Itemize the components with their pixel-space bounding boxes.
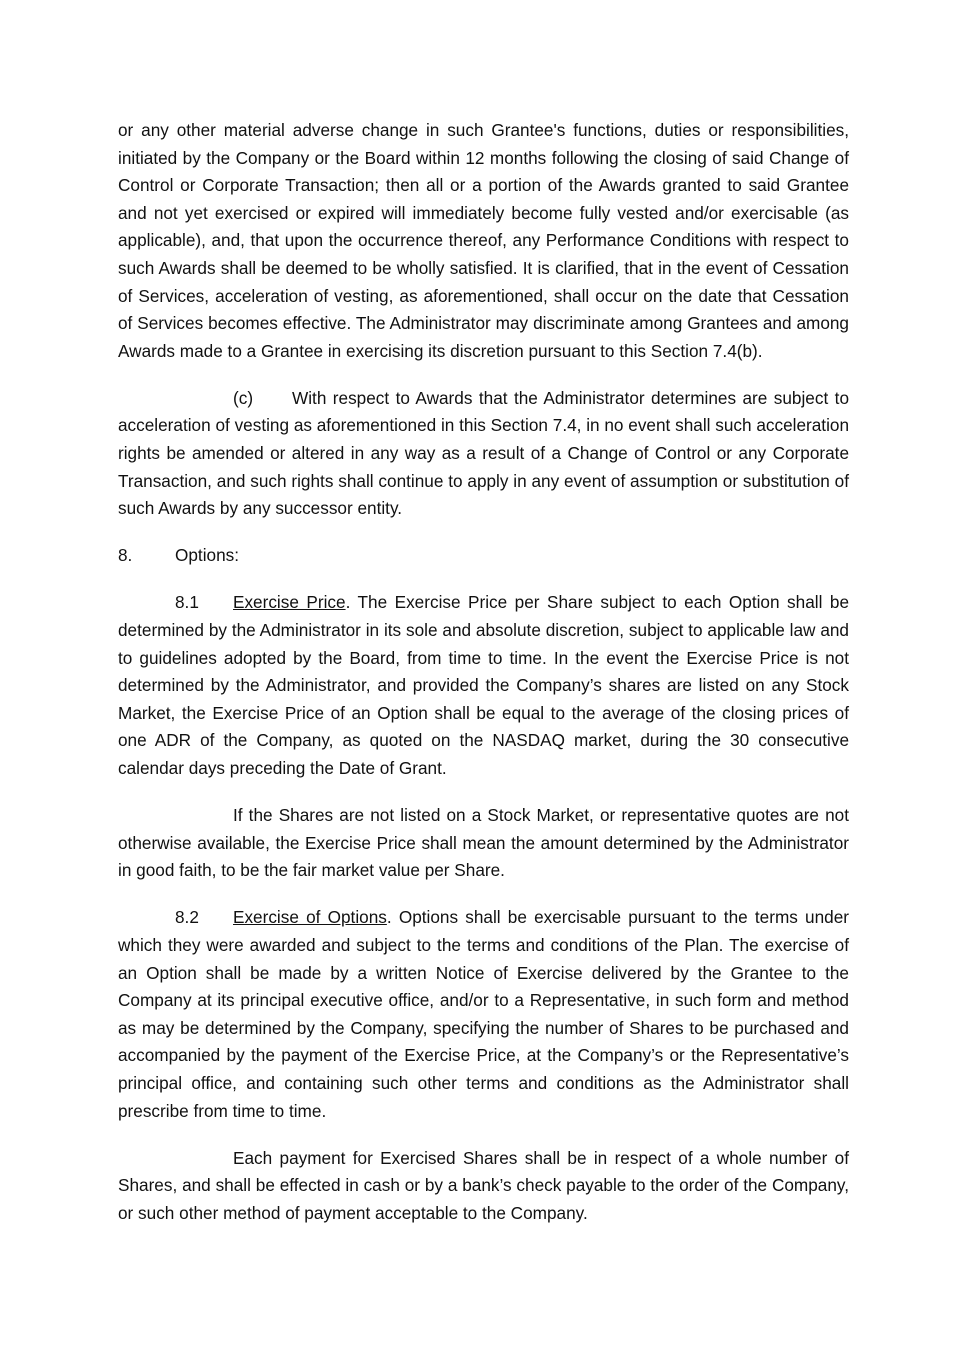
paragraph-7-4c — [118, 385, 849, 523]
paragraph-text: If the Shares are not listed on a Stock Market, or representative quotes are not otherwise available, the Exercise Price shall mean the amount determined by the Administrator in good faith, to be the fair market value per Share. — [118, 805, 849, 881]
section-8-2 — [118, 904, 849, 1125]
clause-label: (c) — [233, 387, 254, 408]
document-page — [118, 117, 849, 1247]
subsection-number: 8.1 — [175, 592, 199, 613]
subsection-number: 8.2 — [175, 907, 199, 928]
paragraph-text: . Options shall be exercisable pursuant to the terms under which they were awarded and subject to the terms and conditions of the Plan. The exercise of an Option shall be made by a written Notice of Exercise delivered by the Grantee to the Company at its principal executive office, and/or to a Representative, in such form and method as may be determined by the Company, specifying the number of Shares to be purchased and accompanied by the payment of the Exercise Price, at the Company’s or the Representative’s principal office, and containing such other terms and conditions as the Administrator shall prescribe from time to time. — [118, 907, 849, 1121]
section-number: 8. — [118, 545, 133, 566]
paragraph-payment — [118, 1145, 849, 1228]
paragraph-7-4b-continuation — [118, 117, 849, 365]
paragraph-text: With respect to Awards that the Administrator determines are subject to acceleration of vesting as aforementioned in this Section 7.4, in no event shall such acceleration rights be amended or altered in any way as a result of a Change of Control or any Corporate Transaction, and such rights shall continue to apply in any event of assumption or substitution of such Awards by any successor entity. — [118, 387, 849, 519]
paragraph-text: . The Exercise Price per Share subject to each Option shall be determined by the Administrator in its sole and absolute discretion, subject to applicable law and to guidelines adopted by the Board, from time to time. In the event the Exercise Price is not determined by the Administrator, and provided the Company’s shares are listed on any Stock Market, the Exercise Price of an Option shall be equal to the average of the closing prices of one ADR of the Company, as quoted on the NASDAQ market, during the 30 consecutive calendar days preceding the Date of Grant. — [118, 592, 850, 778]
subsection-heading: Exercise Price — [233, 592, 346, 613]
paragraph-market-value — [118, 802, 849, 885]
paragraph-text: Each payment for Exercised Shares shall be in respect of a whole number of Shares, and shall be effected in cash or by a bank’s check payable to the order of the Company, or such other method of payment acceptable to the Company. — [118, 1147, 849, 1223]
section-8-1 — [118, 589, 849, 782]
subsection-heading: Exercise of Options — [233, 907, 387, 928]
paragraph-text: or any other material adverse change in such Grantee's functions, duties or responsibilities, initiated by the Company or the Board within 12 months following the closing of said Change of Control or Corporate Transaction; then all or a portion of the Awards granted to said Grantee and not yet exercised or expired will immediately become fully vested and/or exercisable (as applicable), and, that upon the occurrence thereof, any Performance Conditions with respect to such Awards shall be deemed to be wholly satisfied. It is clarified, that in the event of Cessation of Services, acceleration of vesting, as aforementioned, shall occur on the date that Cessation of Services becomes effective. The Administrator may discriminate among Grantees and among Awards made to a Grantee in exercising its discretion pursuant to this Section 7.4(b). — [118, 120, 849, 361]
section-title: Options: — [175, 545, 240, 566]
section-8-heading — [118, 542, 849, 570]
